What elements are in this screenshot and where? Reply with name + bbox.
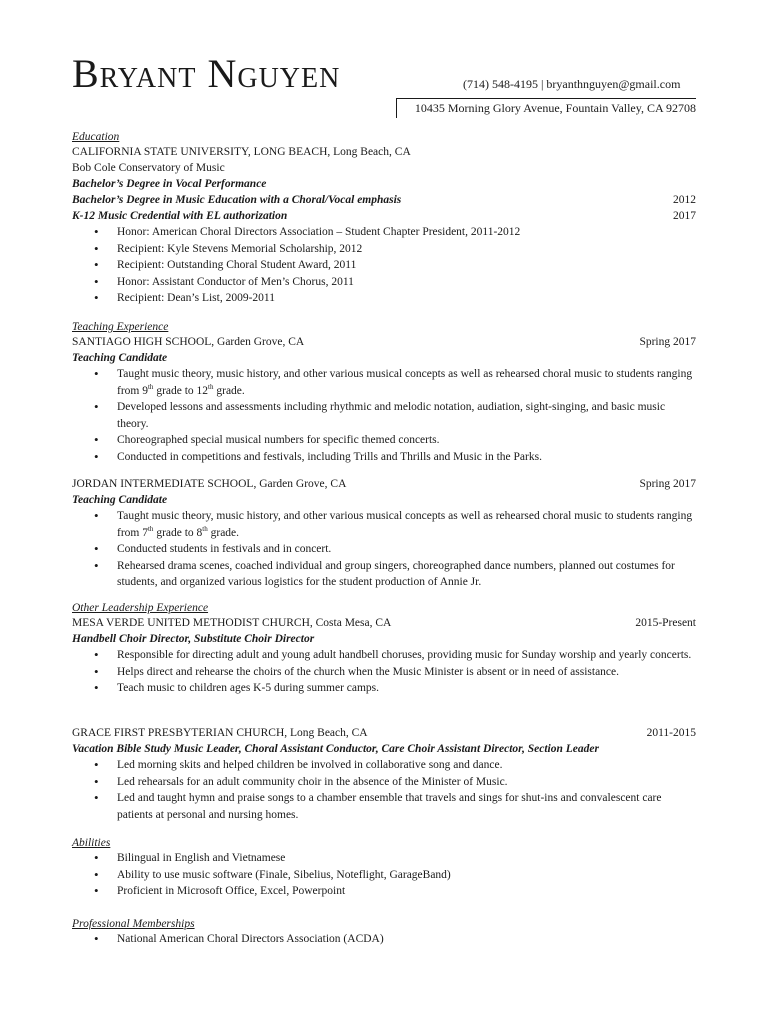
job-role: Teaching Candidate (72, 494, 168, 506)
job-org: GRACE FIRST PRESBYTERIAN CHURCH, Long Beach, CA (72, 727, 368, 739)
job-bullets (72, 647, 696, 697)
bullet-item: • Teach music to children ages K-5 during summer camps. (72, 680, 696, 697)
degree-row (72, 176, 696, 192)
bullet-item: • Honor: American Choral Directors Association – Student Chapter President, 2011-2012 (72, 224, 696, 241)
job-date: 2011-2015 (646, 727, 696, 739)
section-title-abilities: Abilities (72, 837, 111, 849)
job-role: Handbell Choir Director, Substitute Choir Director (72, 633, 315, 645)
degree-label: Bachelor’s Degree in Music Education with a Choral/Vocal emphasis (72, 194, 402, 206)
job-date: Spring 2017 (639, 336, 696, 348)
job-header (72, 476, 696, 492)
section-title-memberships: Professional Memberships (72, 918, 195, 930)
bullet-item: • Led rehearsals for an adult community choir in the absence of the Minister of Music. (72, 774, 696, 791)
address-line: 10435 Morning Glory Avenue, Fountain Valley, CA 92708 (396, 98, 696, 118)
bullet-item: • Rehearsed drama scenes, coached individual and group singers, choreographed dance numbers, planned out costumes for students, and organized various logistics for the student production of Annie Jr. (72, 558, 696, 591)
leadership-section (72, 601, 696, 697)
bullet-item: • Honor: Assistant Conductor of Men’s Chorus, 2011 (72, 274, 696, 291)
job-header (72, 334, 696, 350)
degree-year: 2012 (673, 194, 696, 206)
job-date: 2015-Present (635, 617, 696, 629)
bullet-item: • Ability to use music software (Finale, Sibelius, Noteflight, GarageBand) (72, 867, 696, 884)
abilities-bullets (72, 850, 696, 900)
bullet-item: • Proficient in Microsoft Office, Excel, Powerpoint (72, 883, 696, 900)
bullet-item: • Choreographed special musical numbers for specific themed concerts. (72, 432, 696, 449)
job-role: Teaching Candidate (72, 352, 168, 364)
contact-info: (714) 548-4195 | bryanthnguyen@gmail.com (463, 77, 681, 91)
memberships-bullets (72, 931, 696, 948)
degree-label: Bachelor’s Degree in Vocal Performance (72, 178, 267, 190)
education-bullets (72, 224, 696, 307)
bullet-item: • Developed lessons and assessments including rhythmic and melodic notation, audiation, sight-singing, and basic music theory. (72, 399, 696, 432)
bullet-item: • Recipient: Outstanding Choral Student Award, 2011 (72, 257, 696, 274)
job-date: Spring 2017 (639, 478, 696, 490)
bullet-item: • Recipient: Kyle Stevens Memorial Scholarship, 2012 (72, 241, 696, 258)
teaching-job-2 (72, 476, 696, 591)
bullet-item: • Conducted in competitions and festivals, including Trills and Thrills and Music in the Parks. (72, 449, 696, 466)
education-school: CALIFORNIA STATE UNIVERSITY, LONG BEACH, Long Beach, CA (72, 146, 411, 158)
job-org: MESA VERDE UNITED METHODIST CHURCH, Costa Mesa, CA (72, 617, 392, 629)
bullet-item: • Taught music theory, music history, and other various musical concepts as well as rehearsed choral music to students ranging from 9th grade to 12th grade. (72, 366, 696, 399)
memberships-section (72, 917, 696, 948)
degree-label: K-12 Music Credential with EL authorization (72, 210, 288, 222)
abilities-section (72, 836, 696, 900)
leadership-job-2 (72, 725, 696, 823)
resume-name: Bryant Nguyen (72, 51, 341, 96)
bullet-item: • Taught music theory, music history, and other various musical concepts as well as rehearsed choral music to students ranging from 7th grade to 8th grade. (72, 508, 696, 541)
job-header (72, 725, 696, 741)
education-section (72, 130, 696, 307)
degree-row (72, 208, 696, 224)
bullet-item: • Responsible for directing adult and young adult handbell choruses, providing music for Sunday worship and yearly concerts. (72, 647, 696, 664)
job-bullets (72, 508, 696, 591)
job-org: SANTIAGO HIGH SCHOOL, Garden Grove, CA (72, 336, 305, 348)
job-bullets (72, 757, 696, 823)
bullet-item: • National American Choral Directors Association (ACDA) (72, 931, 696, 948)
job-header (72, 615, 696, 631)
section-title-leadership: Other Leadership Experience (72, 602, 209, 614)
section-title-education: Education (72, 131, 120, 143)
section-title-teaching: Teaching Experience (72, 321, 169, 333)
bullet-item: • Bilingual in English and Vietnamese (72, 850, 696, 867)
education-college: Bob Cole Conservatory of Music (72, 162, 225, 174)
bullet-item: • Conducted students in festivals and in concert. (72, 541, 696, 558)
job-bullets (72, 366, 696, 465)
degree-year: 2017 (673, 210, 696, 222)
bullet-item: • Led morning skits and helped children be involved in collaborative song and dance. (72, 757, 696, 774)
bullet-item: • Recipient: Dean’s List, 2009-2011 (72, 290, 696, 307)
job-role: Vacation Bible Study Music Leader, Choral Assistant Conductor, Care Choir Assistant Director, Section Leader (72, 743, 599, 755)
bullet-item: • Helps direct and rehearse the choirs of the church when the Music Minister is absent or in need of assistance. (72, 664, 696, 681)
bullet-item: • Led and taught hymn and praise songs to a chamber ensemble that travels and sings for shut-ins and convalescent care patients at personal and nursing homes. (72, 790, 696, 823)
degree-row (72, 192, 696, 208)
job-org: JORDAN INTERMEDIATE SCHOOL, Garden Grove, CA (72, 478, 347, 490)
teaching-section (72, 320, 696, 465)
